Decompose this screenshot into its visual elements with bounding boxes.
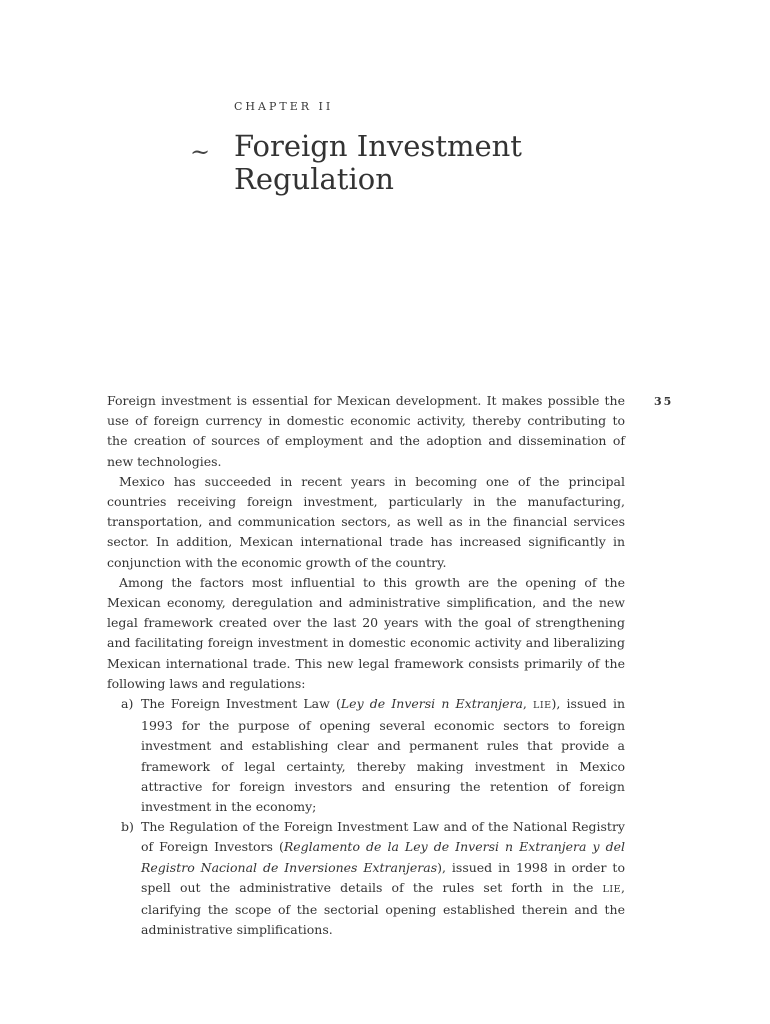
chapter-title [234,130,654,196]
page-number: 35 [654,395,674,408]
list-italic-text: Ley de Inversi n Extranjera [340,696,523,712]
law-list [107,694,625,940]
paragraph: Foreign investment is essential for Mexican development. It makes possible the use of foreign currency in domestic economic activity, thereby contributing to the creation of sources of employment and the adoption and dissemination of new technologies. [107,393,625,469]
list-text: ), issued in 1998 in order to spell out the administrative details of the rules set forth in the [141,859,625,895]
chapter-title-line-1: Foreign Investment [234,129,522,163]
list-abbreviation: LIE [602,883,622,895]
list-marker: a) [121,696,134,712]
chapter-title-line-2: Regulation [234,162,394,196]
list-italic-text: Reglamento de la Ley de Inversi n Extranjera y del Registro Nacional de Inversiones Extranjeras [141,839,625,875]
paragraph: Mexico has succeeded in recent years in becoming one of the principal countries receiving foreign investment, particularly in the manufacturing, transportation, and communication sectors, as well as in the financial services sector. In addition, Mexican international trade has increased significantly in conjunction with the economic growth of the country. [107,473,625,570]
list-text: The Foreign Investment Law ( [141,696,341,712]
paragraph: Among the factors most influential to this growth are the opening of the Mexican economy, deregulation and administrative simplification, and the new legal framework created over the last 20 years with the goal of strengthening and facilitating foreign investment in domestic economic activity and liberalizing Mexican international trade. This new legal framework consists primarily of the following laws and regulations: [107,574,625,691]
list-item [107,694,625,817]
list-item [107,817,625,940]
tilde-ornament-icon: ~ [190,138,211,166]
list-text: The Regulation of the Foreign Investment Law and of the National Registry of Foreign Investors ( [141,819,625,855]
list-text: , clarifying the scope of the sectorial opening established therein and the administrative simplifications. [141,879,625,938]
list-abbreviation: LIE [533,700,552,712]
list-marker: b) [121,819,134,835]
body-text [107,391,625,940]
list-text: , [522,696,534,712]
list-text: ), issued in 1993 for the purpose of opening several economic sectors to foreign investment and establishing clear and permanent rules that provide a framework of legal certainty, thereby making investment in Mexico attractive for foreign investors and ensuring the retention of foreign investment in the economy; [141,696,626,815]
chapter-label: CHAPTER II [234,100,334,113]
